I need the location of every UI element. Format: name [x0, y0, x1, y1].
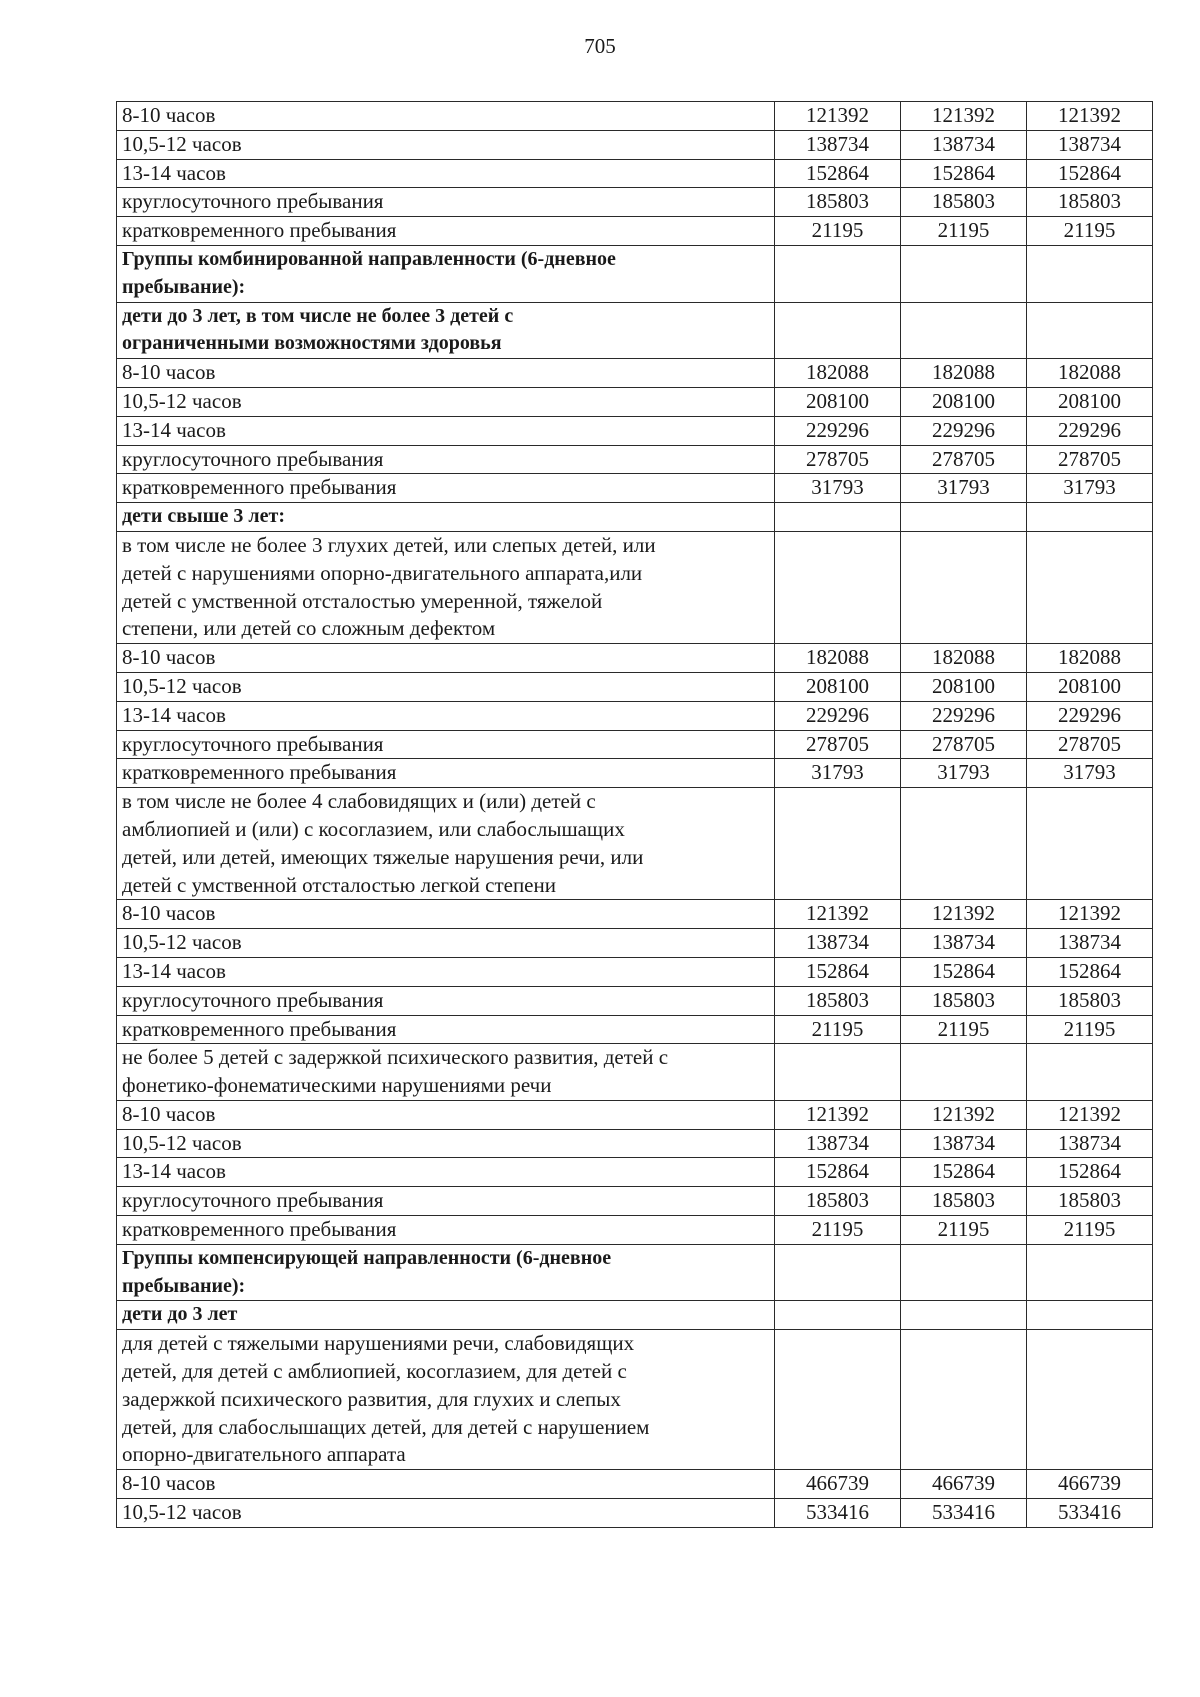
value-cell-col2: 208100	[901, 672, 1027, 701]
row-label-cell: круглосуточного пребывания	[117, 986, 775, 1015]
table-row	[117, 1301, 1153, 1330]
value-cell-col2	[901, 1244, 1027, 1301]
table-row	[117, 1100, 1153, 1129]
table-row	[117, 1044, 1153, 1101]
table-body	[117, 102, 1153, 1528]
value-cell-col2: 533416	[901, 1499, 1027, 1528]
value-cell-col2: 152864	[901, 159, 1027, 188]
row-label-cell: 8-10 часов	[117, 900, 775, 929]
value-cell-col1: 229296	[775, 701, 901, 730]
value-cell-col2: 21195	[901, 1015, 1027, 1044]
value-cell-col3: 185803	[1027, 986, 1153, 1015]
value-cell-col2: 121392	[901, 102, 1027, 131]
value-cell-col3: 185803	[1027, 1187, 1153, 1216]
section-heading-cell: дети до 3 лет, в том числе не более 3 детей с ограниченными возможностями здоровья	[117, 302, 775, 359]
value-cell-col3	[1027, 1244, 1153, 1301]
table-row	[117, 445, 1153, 474]
value-cell-col3	[1027, 1301, 1153, 1330]
table-row	[117, 188, 1153, 217]
value-cell-col1	[775, 503, 901, 532]
value-cell-col3	[1027, 1044, 1153, 1101]
tariff-table	[116, 101, 1153, 1528]
value-cell-col1: 185803	[775, 188, 901, 217]
value-cell-col1: 185803	[775, 1187, 901, 1216]
value-cell-col1	[775, 1301, 901, 1330]
value-cell-col2: 138734	[901, 130, 1027, 159]
table-row	[117, 1015, 1153, 1044]
table-row	[117, 672, 1153, 701]
table-row	[117, 359, 1153, 388]
value-cell-col3: 182088	[1027, 359, 1153, 388]
row-label-cell: 10,5-12 часов	[117, 1129, 775, 1158]
value-cell-col3: 208100	[1027, 672, 1153, 701]
value-cell-col2	[901, 245, 1027, 302]
value-cell-col1: 121392	[775, 1100, 901, 1129]
section-heading-cell: дети до 3 лет	[117, 1301, 775, 1330]
value-cell-col2: 31793	[901, 474, 1027, 503]
page-number: 705	[584, 34, 616, 58]
value-cell-col3: 278705	[1027, 730, 1153, 759]
value-cell-col2: 278705	[901, 730, 1027, 759]
value-cell-col1: 278705	[775, 445, 901, 474]
value-cell-col1: 31793	[775, 474, 901, 503]
table-row	[117, 302, 1153, 359]
value-cell-col2: 185803	[901, 986, 1027, 1015]
value-cell-col2: 152864	[901, 1158, 1027, 1187]
row-label-cell: кратковременного пребывания	[117, 1216, 775, 1245]
value-cell-col1: 533416	[775, 1499, 901, 1528]
value-cell-col2: 152864	[901, 957, 1027, 986]
table-row	[117, 759, 1153, 788]
value-cell-col3: 121392	[1027, 1100, 1153, 1129]
table-row	[117, 102, 1153, 131]
value-cell-col3	[1027, 245, 1153, 302]
table-row	[117, 387, 1153, 416]
row-label-cell: 10,5-12 часов	[117, 929, 775, 958]
value-cell-col3: 278705	[1027, 445, 1153, 474]
table-row	[117, 416, 1153, 445]
row-label-cell: для детей с тяжелыми нарушениями речи, слабовидящих детей, для детей с амблиопией, косоглазием, для детей с задержкой психического развития, для глухих и слепых детей, для слабослышащих детей, для детей с нарушением опорно-двигательного аппарата	[117, 1330, 775, 1470]
value-cell-col2: 278705	[901, 445, 1027, 474]
value-cell-col2	[901, 302, 1027, 359]
value-cell-col3: 21195	[1027, 1216, 1153, 1245]
row-label-cell: кратковременного пребывания	[117, 217, 775, 246]
value-cell-col2	[901, 1330, 1027, 1470]
row-label-cell: 8-10 часов	[117, 102, 775, 131]
value-cell-col3	[1027, 788, 1153, 900]
row-label-cell: круглосуточного пребывания	[117, 445, 775, 474]
value-cell-col1	[775, 302, 901, 359]
row-label-cell: 13-14 часов	[117, 1158, 775, 1187]
row-label-cell: кратковременного пребывания	[117, 474, 775, 503]
row-label-cell: 13-14 часов	[117, 159, 775, 188]
value-cell-col2: 182088	[901, 644, 1027, 673]
value-cell-col2: 121392	[901, 900, 1027, 929]
row-label-cell: в том числе не более 4 слабовидящих и (или) детей с амблиопией и (или) с косоглазием, или слабослышащих детей, или детей, имеющих тяжелые нарушения речи, или детей с умственной отсталостью легкой степени	[117, 788, 775, 900]
value-cell-col2	[901, 531, 1027, 643]
value-cell-col3: 121392	[1027, 900, 1153, 929]
row-label-cell: круглосуточного пребывания	[117, 1187, 775, 1216]
value-cell-col1: 152864	[775, 957, 901, 986]
value-cell-col2: 21195	[901, 1216, 1027, 1245]
value-cell-col3: 21195	[1027, 1015, 1153, 1044]
table-row	[117, 217, 1153, 246]
row-label-cell: кратковременного пребывания	[117, 1015, 775, 1044]
row-label-cell: 10,5-12 часов	[117, 1499, 775, 1528]
value-cell-col2: 185803	[901, 188, 1027, 217]
table-row	[117, 644, 1153, 673]
value-cell-col1: 466739	[775, 1470, 901, 1499]
value-cell-col3: 138734	[1027, 929, 1153, 958]
value-cell-col1: 182088	[775, 644, 901, 673]
row-label-cell: 8-10 часов	[117, 644, 775, 673]
value-cell-col2	[901, 1301, 1027, 1330]
value-cell-col3	[1027, 531, 1153, 643]
value-cell-col1: 182088	[775, 359, 901, 388]
value-cell-col2: 229296	[901, 701, 1027, 730]
section-heading-cell: Группы компенсирующей направленности (6-дневное пребывание):	[117, 1244, 775, 1301]
value-cell-col1	[775, 1330, 901, 1470]
row-label-cell: 10,5-12 часов	[117, 387, 775, 416]
row-label-cell: 10,5-12 часов	[117, 672, 775, 701]
value-cell-col2: 121392	[901, 1100, 1027, 1129]
value-cell-col1: 152864	[775, 1158, 901, 1187]
value-cell-col1: 31793	[775, 759, 901, 788]
table-row	[117, 1330, 1153, 1470]
table-row	[117, 159, 1153, 188]
row-label-cell: круглосуточного пребывания	[117, 188, 775, 217]
value-cell-col2: 138734	[901, 929, 1027, 958]
value-cell-col3: 185803	[1027, 188, 1153, 217]
table-row	[117, 957, 1153, 986]
value-cell-col1: 121392	[775, 900, 901, 929]
value-cell-col3	[1027, 1330, 1153, 1470]
row-label-cell: не более 5 детей с задержкой психического развития, детей с фонетико-фонематическими нарушениями речи	[117, 1044, 775, 1101]
value-cell-col1: 229296	[775, 416, 901, 445]
table-row	[117, 1158, 1153, 1187]
section-heading-cell: дети свыше 3 лет:	[117, 503, 775, 532]
table-row	[117, 730, 1153, 759]
value-cell-col1: 21195	[775, 217, 901, 246]
value-cell-col1	[775, 1244, 901, 1301]
row-label-cell: 13-14 часов	[117, 957, 775, 986]
value-cell-col1: 208100	[775, 387, 901, 416]
value-cell-col3: 31793	[1027, 759, 1153, 788]
table-row	[117, 474, 1153, 503]
value-cell-col1	[775, 788, 901, 900]
value-cell-col1: 208100	[775, 672, 901, 701]
value-cell-col3: 208100	[1027, 387, 1153, 416]
value-cell-col3: 31793	[1027, 474, 1153, 503]
value-cell-col2	[901, 503, 1027, 532]
value-cell-col2: 182088	[901, 359, 1027, 388]
row-label-cell: 8-10 часов	[117, 359, 775, 388]
table-row	[117, 929, 1153, 958]
table-row	[117, 788, 1153, 900]
value-cell-col1: 121392	[775, 102, 901, 131]
value-cell-col1: 138734	[775, 130, 901, 159]
section-heading-cell: Группы комбинированной направленности (6-дневное пребывание):	[117, 245, 775, 302]
value-cell-col1	[775, 531, 901, 643]
value-cell-col2: 31793	[901, 759, 1027, 788]
row-label-cell: 13-14 часов	[117, 701, 775, 730]
row-label-cell: 8-10 часов	[117, 1100, 775, 1129]
value-cell-col2	[901, 1044, 1027, 1101]
value-cell-col1: 21195	[775, 1015, 901, 1044]
value-cell-col3: 182088	[1027, 644, 1153, 673]
table-row	[117, 130, 1153, 159]
value-cell-col2: 208100	[901, 387, 1027, 416]
value-cell-col3: 229296	[1027, 701, 1153, 730]
table-row	[117, 531, 1153, 643]
value-cell-col1: 138734	[775, 1129, 901, 1158]
value-cell-col3: 533416	[1027, 1499, 1153, 1528]
row-label-cell: в том числе не более 3 глухих детей, или слепых детей, или детей с нарушениями опорно-двигательного аппарата,или детей с умственной отсталостью умеренной, тяжелой степени, или детей со сложным дефектом	[117, 531, 775, 643]
value-cell-col2: 466739	[901, 1470, 1027, 1499]
row-label-cell: круглосуточного пребывания	[117, 730, 775, 759]
row-label-cell: 8-10 часов	[117, 1470, 775, 1499]
value-cell-col3	[1027, 503, 1153, 532]
value-cell-col1	[775, 245, 901, 302]
value-cell-col3: 138734	[1027, 130, 1153, 159]
row-label-cell: кратковременного пребывания	[117, 759, 775, 788]
value-cell-col2: 138734	[901, 1129, 1027, 1158]
value-cell-col1	[775, 1044, 901, 1101]
value-cell-col1: 152864	[775, 159, 901, 188]
table-row	[117, 1499, 1153, 1528]
value-cell-col3: 152864	[1027, 1158, 1153, 1187]
value-cell-col3: 21195	[1027, 217, 1153, 246]
table-row	[117, 1216, 1153, 1245]
table-row	[117, 900, 1153, 929]
value-cell-col3	[1027, 302, 1153, 359]
value-cell-col2: 229296	[901, 416, 1027, 445]
table-row	[117, 503, 1153, 532]
value-cell-col1: 278705	[775, 730, 901, 759]
row-label-cell: 13-14 часов	[117, 416, 775, 445]
value-cell-col1: 185803	[775, 986, 901, 1015]
value-cell-col2	[901, 788, 1027, 900]
value-cell-col1: 21195	[775, 1216, 901, 1245]
value-cell-col3: 138734	[1027, 1129, 1153, 1158]
value-cell-col3: 152864	[1027, 957, 1153, 986]
table-row	[117, 1470, 1153, 1499]
row-label-cell: 10,5-12 часов	[117, 130, 775, 159]
table-row	[117, 1187, 1153, 1216]
table-row	[117, 1244, 1153, 1301]
table-row	[117, 986, 1153, 1015]
value-cell-col3: 152864	[1027, 159, 1153, 188]
table-row	[117, 701, 1153, 730]
value-cell-col3: 121392	[1027, 102, 1153, 131]
value-cell-col3: 466739	[1027, 1470, 1153, 1499]
value-cell-col2: 21195	[901, 217, 1027, 246]
table-row	[117, 1129, 1153, 1158]
value-cell-col3: 229296	[1027, 416, 1153, 445]
value-cell-col2: 185803	[901, 1187, 1027, 1216]
value-cell-col1: 138734	[775, 929, 901, 958]
table-row	[117, 245, 1153, 302]
